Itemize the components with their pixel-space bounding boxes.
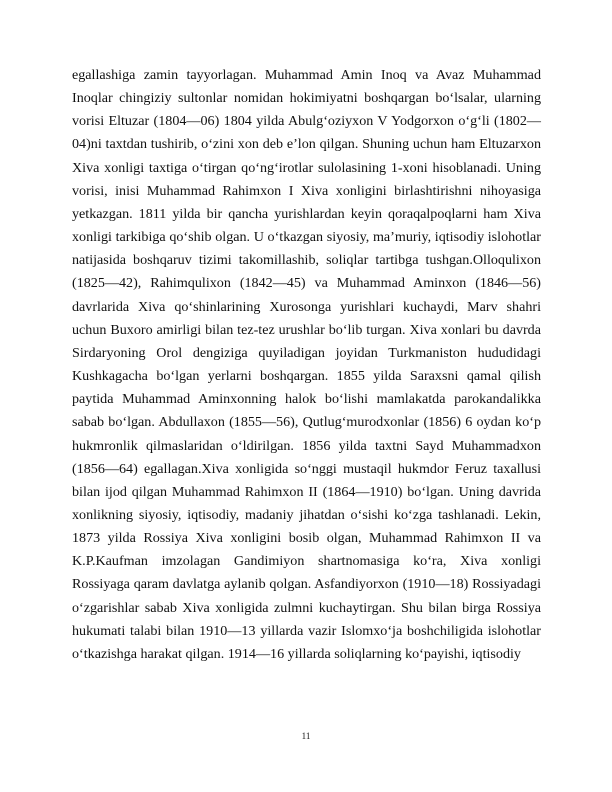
page-number: 11 xyxy=(301,731,311,741)
body-paragraph: egallashiga zamin tayyorlagan. Muhammad Amin Inoq va Avaz Muhammad Inoqlar chingiziy sultonlar nomidan hokimiyatni boshqargan bo‘lsalar, ularning vorisi Eltuzar (1804—06) 1804 yilda Abulg‘oziyxon V Yodgorxon o‘g‘li (1802—04)ni taxtdan tushirib, o‘zini xon deb e’lon qilgan. Shuning uchun ham Eltuzarxon Xiva xonligi taxtiga o‘tirgan qo‘ng‘irotlar sulolasining 1-xoni hisoblanadi. Uning vorisi, inisi Muhammad Rahimxon I Xiva xonligini birlashtirishni nihoyasiga yetkazgan. 1811 yilda bir qancha yurishlardan keyin qoraqalpoqlarni ham Xiva xonligi tarkibiga qo‘shib olgan. U o‘tkazgan siyosiy, ma’muriy, iqtisodiy islohotlar natijasida boshqaruv tizimi takomillashib, soliqlar tartibga tushgan.Olloqulixon (1825—42), Rahimqulixon (1842—45) va Muhammad Aminxon (1846—56) davrlarida Xiva qo‘shinlarining Xurosonga yurishlari kuchaydi, Marv shahri uchun Buxoro amirligi bilan tez-tez urushlar bo‘lib turgan. Xiva xonlari bu davrda Sirdaryoning Orol dengiziga quyiladigan joyidan Turkmaniston hududidagi Kushkagacha bo‘lgan yerlarni boshqargan. 1855 yilda Saraxsni qamal qilish paytida Muhammad Aminxonning halok bo‘lishi mamlakatda parokandalikka sabab bo‘lgan. Abdullaxon (1855—56), Qutlug‘murodxonlar (1856) 6 oydan ko‘p hukmronlik qilmaslaridan o‘ldirilgan. 1856 yilda taxtni Sayd Muhammadxon (1856—64) egallagan.Xiva xonligida so‘nggi mustaqil hukmdor Feruz taxallusi bilan ijod qilgan Muhammad Rahimxon II (1864—1910) bo‘lgan. Uning davrida xonlikning siyosiy, iqtisodiy, madaniy jihatdan o‘sishi ko‘zga tashlanadi. Lekin, 1873 yilda Rossiya Xiva xonligini bosib olgan, Muhammad Rahimxon II va K.P.Kaufman imzolagan Gandimiyon shartnomasiga ko‘ra, Xiva xonligi Rossiyaga qaram davlatga aylanib qolgan. Asfandiyorxon (1910—18) Rossiyadagi o‘zgarishlar sabab Xiva xonligida zulmni kuchaytirgan. Shu bilan birga Rossiya hukumati talabi bilan 1910—13 yillarda vazir Islomxo‘ja boshchiligida islohotlar o‘tkazishga harakat qilgan. 1914—16 yillarda soliqlarning ko‘payishi, iqtisodiy xyxy=(72,67,541,662)
